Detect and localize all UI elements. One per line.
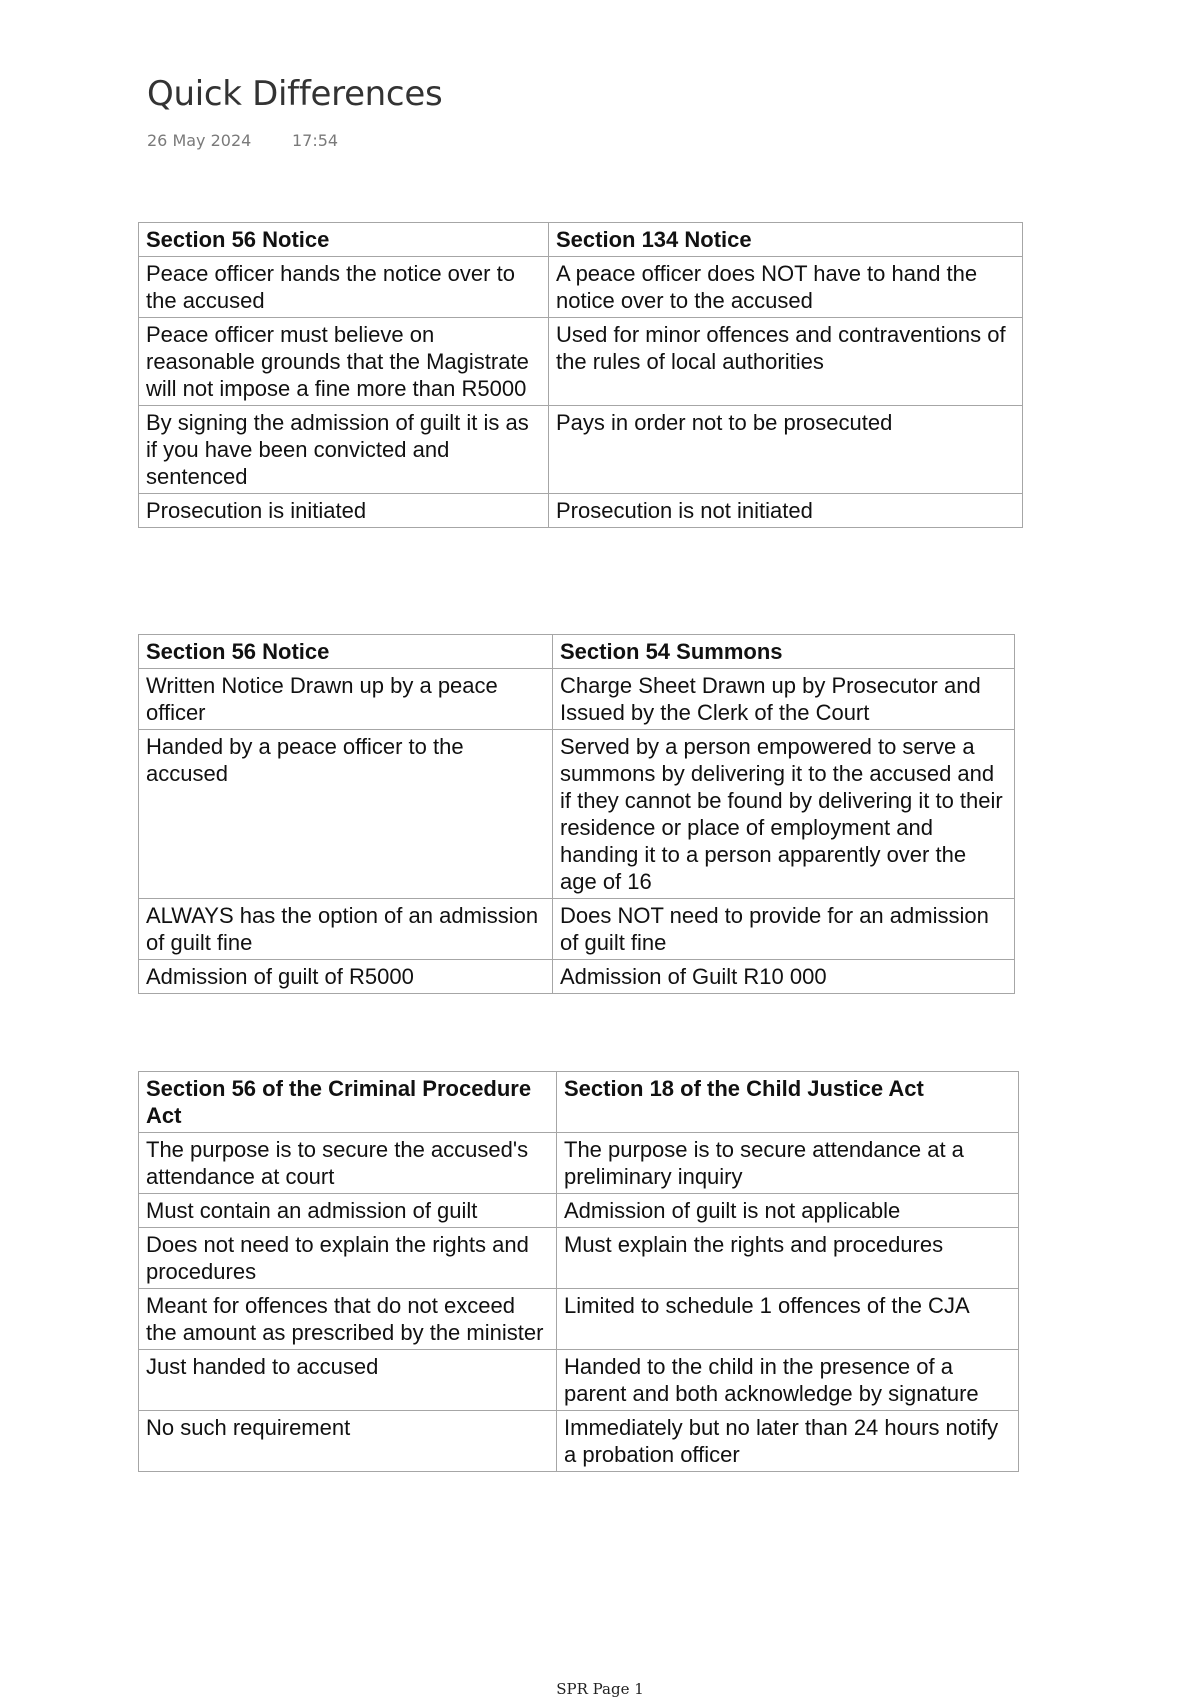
header-cell: Section 56 Notice [139, 635, 553, 669]
table-header-row [139, 635, 1015, 669]
comparison-table-s56-vs-s134 [138, 222, 1023, 528]
header-cell: Section 56 Notice [139, 223, 549, 257]
comparison-table-s56-vs-s54 [138, 634, 1015, 994]
table-cell: Peace officer must believe on reasonable grounds that the Magistrate will not impose a fine more than R5000 [139, 318, 549, 406]
page-time: 17:54 [292, 131, 339, 150]
table-cell: Admission of guilt of R5000 [139, 960, 553, 994]
table-cell: The purpose is to secure attendance at a preliminary inquiry [557, 1133, 1019, 1194]
table-row [139, 1228, 1019, 1289]
table-cell: A peace officer does NOT have to hand the notice over to the accused [549, 257, 1023, 318]
table-cell: Does NOT need to provide for an admission of guilt fine [553, 899, 1015, 960]
table-row [139, 257, 1023, 318]
table-cell: Handed to the child in the presence of a parent and both acknowledge by signature [557, 1350, 1019, 1411]
table-cell: The purpose is to secure the accused's attendance at court [139, 1133, 557, 1194]
table-row [139, 1194, 1019, 1228]
table-header-row [139, 223, 1023, 257]
header-cell: Section 54 Summons [553, 635, 1015, 669]
table-cell: Pays in order not to be prosecuted [549, 406, 1023, 494]
table-row [139, 494, 1023, 528]
page-meta [147, 131, 338, 150]
table-cell: Charge Sheet Drawn up by Prosecutor and Issued by the Clerk of the Court [553, 669, 1015, 730]
table-row [139, 406, 1023, 494]
comparison-table-cpa-vs-cja [138, 1071, 1019, 1472]
table-cell: Admission of Guilt R10 000 [553, 960, 1015, 994]
table-cell: Admission of guilt is not applicable [557, 1194, 1019, 1228]
table-cell: Used for minor offences and contraventions of the rules of local authorities [549, 318, 1023, 406]
table-cell: Immediately but no later than 24 hours notify a probation officer [557, 1411, 1019, 1472]
page-date: 26 May 2024 [147, 131, 252, 150]
table-row [139, 1350, 1019, 1411]
table-cell: Written Notice Drawn up by a peace officer [139, 669, 553, 730]
header-cell: Section 56 of the Criminal Procedure Act [139, 1072, 557, 1133]
table-cell: Meant for offences that do not exceed the amount as prescribed by the minister [139, 1289, 557, 1350]
page-footer: SPR Page 1 [556, 1680, 644, 1698]
table-cell: Peace officer hands the notice over to the accused [139, 257, 549, 318]
table-row [139, 899, 1015, 960]
table-cell: Served by a person empowered to serve a summons by delivering it to the accused and if they cannot be found by delivering it to their residence or place of employment and handing it to a person apparently over the age of 16 [553, 730, 1015, 899]
table-cell: No such requirement [139, 1411, 557, 1472]
table-row [139, 960, 1015, 994]
table-cell: Does not need to explain the rights and procedures [139, 1228, 557, 1289]
table-row [139, 1411, 1019, 1472]
header-cell: Section 18 of the Child Justice Act [557, 1072, 1019, 1133]
table-row [139, 318, 1023, 406]
table-row [139, 669, 1015, 730]
table-row [139, 1133, 1019, 1194]
table-cell: Prosecution is not initiated [549, 494, 1023, 528]
table-cell: ALWAYS has the option of an admission of guilt fine [139, 899, 553, 960]
table-cell: Must contain an admission of guilt [139, 1194, 557, 1228]
header-cell: Section 134 Notice [549, 223, 1023, 257]
table-cell: By signing the admission of guilt it is as if you have been convicted and sentenced [139, 406, 549, 494]
table-cell: Must explain the rights and procedures [557, 1228, 1019, 1289]
table-cell: Limited to schedule 1 offences of the CJA [557, 1289, 1019, 1350]
table-header-row [139, 1072, 1019, 1133]
table-row [139, 730, 1015, 899]
table-cell: Prosecution is initiated [139, 494, 549, 528]
page-title: Quick Differences [147, 74, 443, 114]
table-cell: Handed by a peace officer to the accused [139, 730, 553, 899]
table-cell: Just handed to accused [139, 1350, 557, 1411]
table-row [139, 1289, 1019, 1350]
